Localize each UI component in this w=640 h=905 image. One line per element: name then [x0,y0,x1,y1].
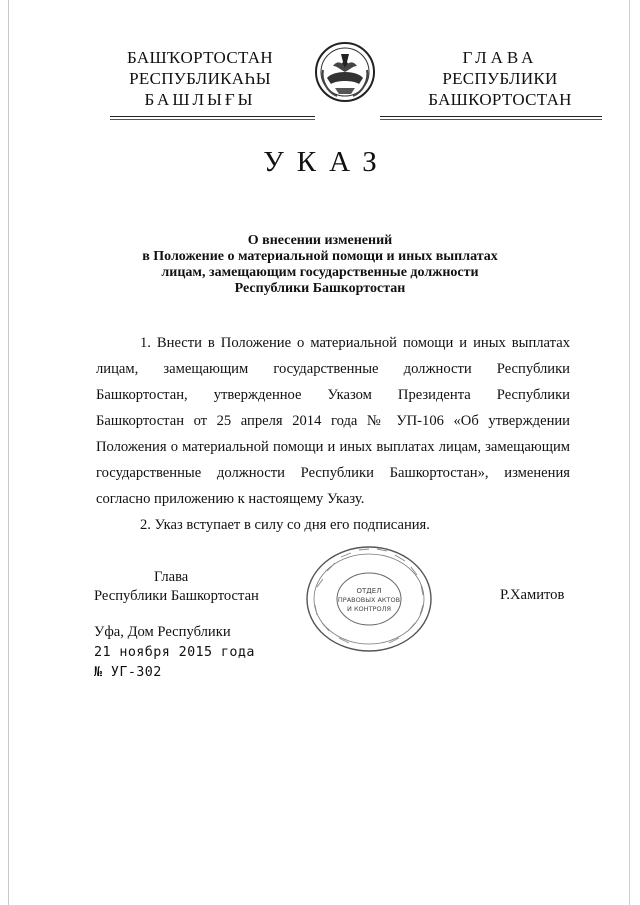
header-right-line: РЕСПУБЛИКИ [442,69,558,88]
header-right-line: БАШКОРТОСТАН [428,90,572,109]
stamp-line: И КОНТРОЛЯ [347,605,391,613]
decree-title-line: Республики Башкортостан [234,281,406,296]
signatory-name: Р.Хамитов [500,587,565,603]
header-divider-right [380,116,602,117]
header-divider-right-second [380,119,602,120]
decree-paragraph: 1. Внести в Положение о материальной помощи и иных выплатах лицам, замещающим государственные должности Республики Башкортостан, утвержденное Указом Президента Республики Башкортостан от 25 апреля 2014 года № УП-106 «Об утверждении Положения о материальной помощи и иных выплатах лицам, замещающим государственные должности Республики Башкортостан», изменения согласно приложению к настоящему Указу. [96,335,570,507]
scan-edge-left [8,0,9,905]
header-left-line: РЕСПУБЛИКАҺЫ [129,69,271,88]
issue-place: Уфа, Дом Республики [94,624,231,640]
coat-of-arms-icon [313,40,377,104]
document-type: УКАЗ [263,146,390,178]
official-stamp [303,543,435,655]
stamp-line: ОТДЕЛ [356,587,382,595]
header-left-line: БАШҠОРТОСТАН [127,48,273,67]
header-bashkir [110,47,290,110]
decree-paragraph: 2. Указ вступает в силу со дня его подписания. [140,517,430,533]
header-divider-left-second [110,119,315,120]
decree-title-line: в Положение о материальной помощи и иных выплатах [142,249,498,264]
signatory-title-line: Глава [154,569,189,585]
signatory-title [94,568,274,606]
header-right-line: ГЛАВА [462,48,538,67]
decree-number: № УГ-302 [94,665,162,680]
decree-body [96,330,570,538]
registration-block [94,643,255,683]
signatory-title-line: Республики Башкортостан [94,588,259,604]
issue-date: 21 ноября 2015 года [94,645,255,660]
stamp-line: ПРАВОВЫХ АКТОВ [337,596,401,604]
decree-title [80,233,560,297]
decree-title-line: лицам, замещающим государственные должности [161,265,479,280]
scan-edge-right [629,0,630,905]
decree-title-line: О внесении изменений [247,233,393,248]
header-russian [415,47,585,110]
header-left-line: БАШЛЫҒЫ [144,90,256,109]
header-divider-left [110,116,315,117]
